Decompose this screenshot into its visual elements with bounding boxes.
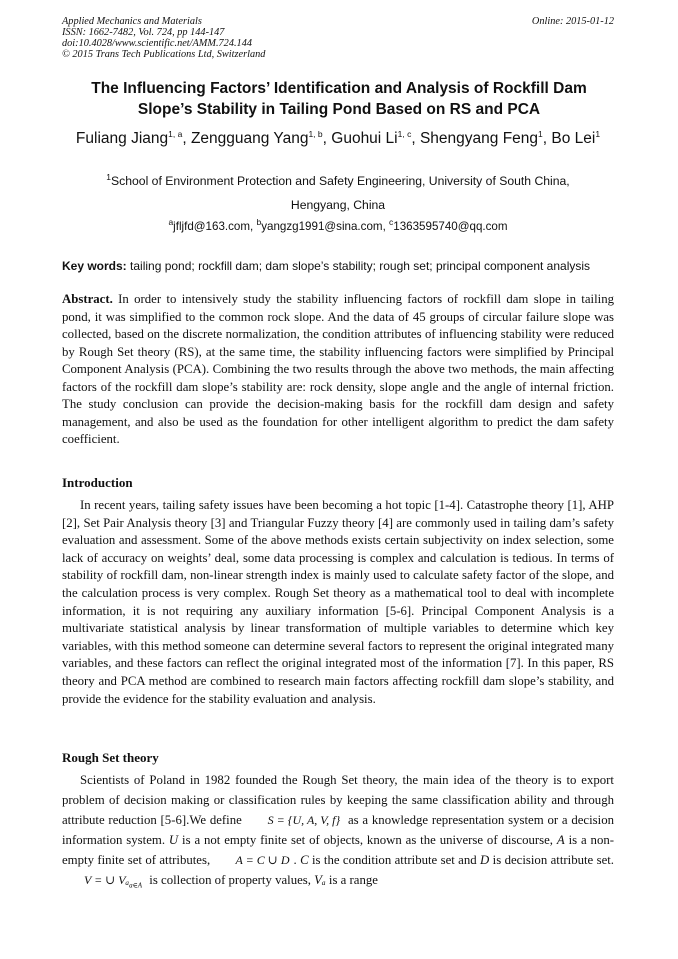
intro-paragraph: In recent years, tailing safety issues have been becoming a hot topic [1-4]. Catastrophe theory [1], AHP [2], Set Pair Analysis theory [3] and Triangular Fuzzy theory [4] are commonly used in tailing dam’s safety evaluation and assessment. Some of the above methods exists certain subjectivity on index selection, some lack of accuracy on weights’ deal, some data processing is complex and calculation is tedious. In terms of stability of rockfill dam, non-linear strength index is mainly used to calculate safety factor of the slope, and the calculation process is very complex. Rough Set theory as a mathematical tool to deal with incomplete information, it is not requiring any auxiliary information [5-6]. Principal Component Analysis is a multivariate statistical analysis by linear transformation of multiple variables to determine which key variables, with this method someone can determine several factors to represent the original integrated many variables, and these factors can reflect the original integrated most of the information [7]. In this paper, RS theory and PCA method are combined to research main factors affecting rockfill dam slope’s stability, and provide the evidence for the stability evaluation and analysis.	[62, 498, 614, 706]
formula-attribute-union: A = C ∪ D	[235, 852, 290, 867]
email-link[interactable]: jfljfd@163.com	[173, 220, 251, 233]
intro-heading: Introduction	[62, 475, 133, 490]
title-line-1: The Influencing Factors’ Identification and Analysis of Rockfill Dam	[91, 80, 587, 97]
online-date: Online: 2015-01-12	[531, 16, 614, 27]
author-list: Fuliang Jiang$^{1, a}$, Zengguang Yang$^{1, b}$, Guohui Li$^{1, c}$, Shengyang Feng$^1$, Bo Lei$^1$	[75, 128, 601, 147]
journal-header	[62, 16, 614, 60]
author-sup: 1, a	[168, 128, 183, 139]
keywords-label: Key words:	[62, 259, 127, 273]
author-name: Fuliang Jiang	[75, 130, 169, 147]
journal-doi: doi:10.4028/www.scientific.net/AMM.724.144	[62, 38, 252, 49]
math-symbol: C	[300, 852, 309, 867]
rs-text: is a non-empty finite set of attributes,	[62, 832, 615, 867]
affiliation	[62, 169, 614, 217]
rs-text: .	[293, 852, 301, 867]
math-symbol: A	[556, 832, 565, 847]
author-name: Zengguang Yang	[190, 130, 309, 147]
paper-title	[70, 79, 608, 120]
keywords	[62, 259, 614, 274]
rs-text: is decision attribute set.	[489, 852, 615, 867]
email-sup: b	[256, 217, 262, 228]
rs-text: is the condition attribute set and	[308, 852, 481, 867]
journal-name: Applied Mechanics and Materials	[62, 16, 202, 27]
math-symbol: Vₐ	[314, 872, 326, 887]
author-name: Guohui Li	[331, 130, 398, 147]
author-sup: 1, c	[397, 128, 412, 139]
email-link[interactable]: 1363595740@qq.com	[393, 220, 508, 233]
title-line-2: Slope’s Stability in Tailing Pond Based on RS and PCA	[137, 100, 541, 118]
affiliation-sup: 1	[106, 171, 112, 182]
email-sup: a	[168, 217, 174, 228]
abstract-label: Abstract.	[62, 292, 113, 306]
author-name: Shengyang Feng	[419, 130, 539, 147]
rs-text: is a range	[325, 872, 378, 887]
email-link[interactable]: yangzg1991@sina.com	[261, 220, 383, 233]
journal-issn: ISSN: 1662-7482, Vol. 724, pp 144-147	[62, 27, 225, 38]
keywords-text: tailing pond; rockfill dam; dam slope’s stability; rough set; principal component analysis	[126, 259, 591, 273]
formula-subscript: a∈A	[129, 880, 143, 889]
email-sup: c	[389, 217, 394, 228]
author-emails: $^a$jfljfd@163.com, $^b$yangzg1991@sina.com, $^c$1363595740@qq.com	[168, 217, 508, 233]
journal-copyright: © 2015 Trans Tech Publications Ltd, Switzerland	[62, 49, 266, 60]
abstract	[62, 291, 614, 449]
author-name: Bo Lei	[551, 130, 596, 147]
rs-heading: Rough Set theory	[62, 750, 159, 765]
rs-text: is a not empty finite set of objects, known as the universe of discourse,	[178, 832, 557, 847]
rs-paragraph	[62, 771, 614, 896]
affiliation-line-2: Hengyang, China	[290, 198, 386, 212]
author-sup: 1, b	[308, 128, 323, 139]
formula-text: V = ∪ Vₐ	[84, 872, 130, 887]
formula-knowledge-system: S = {U, A, V, f}	[267, 812, 341, 827]
math-symbol: D	[480, 852, 490, 867]
affiliation-line-1: School of Environment Protection and Safety Engineering, University of South China,	[111, 174, 570, 188]
rs-text: Scientists of Poland in 1982 founded the Rough Set theory, the main idea of the theory is to export problem of decision making or classification rules by keeping the same classification ability and through attribute reduction [5-6].We define	[62, 773, 614, 827]
rs-text: is collection of property values,	[146, 872, 315, 887]
formula-value-union	[62, 871, 146, 896]
author-sup: 1	[538, 128, 543, 139]
abstract-text: In order to intensively study the stability influencing factors of rockfill dam slope in tailing pond, it was simplified to the common rock slope. And the data of 45 groups of circular failure slope was collected, based on the discrete normalization, the condition attributes of influencing stability were reduced by Rough Set theory (RS), at the same time, the stability influencing factors were simplified by Principal Component Analysis (PCA). Combining the two results through the above two methods, the main affecting factors of the rockfill dam slope’s stability are: rock density, slope angle and the angle of internal friction. The study conclusion can provide the decision-making basis for the rockfill dam design and safety management, and also be used as the foundation for other intelligent algorithm to predict the dam safety coefficient.	[62, 292, 614, 446]
math-symbol: U	[168, 832, 179, 847]
author-sup: 1	[595, 128, 601, 139]
rs-text: as a knowledge representation system or a decision information system.	[62, 812, 614, 847]
